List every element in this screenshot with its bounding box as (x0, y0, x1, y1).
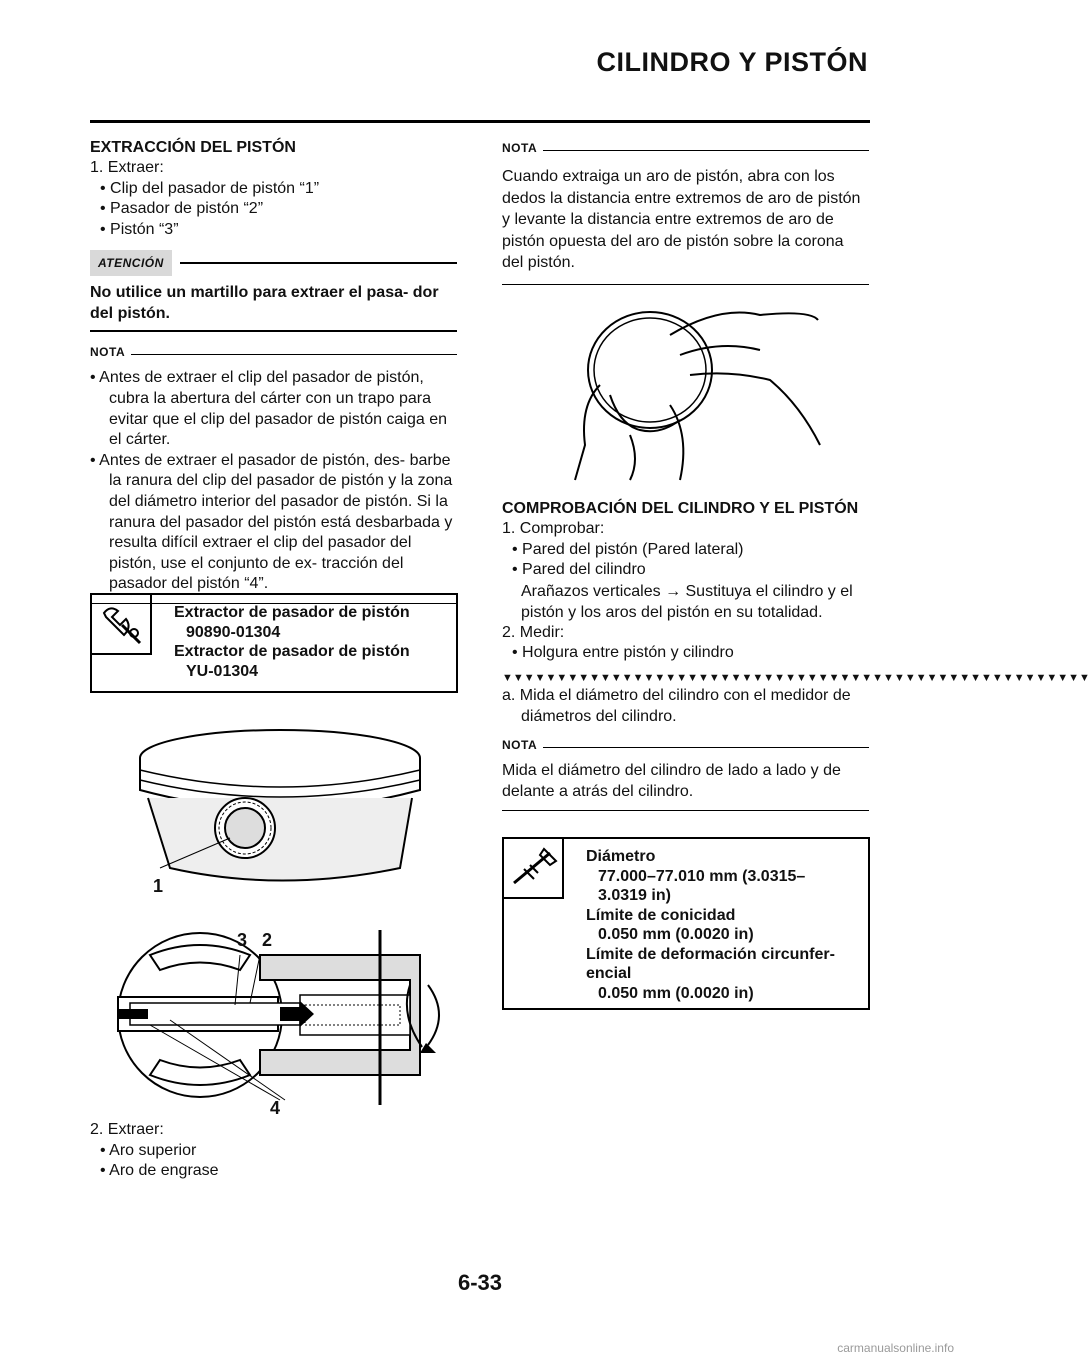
divider (180, 262, 457, 264)
spec-text (174, 603, 410, 681)
list-item: • Pistón “3” (100, 220, 179, 238)
list-item: • Aro de engrase (100, 1162, 219, 1180)
list-item: • Holgura entre pistón y cilindro (512, 644, 734, 662)
spec-box-tool (90, 593, 458, 693)
sub-step-a: a. Mida el diámetro del cilindro con el medidor de diámetros del cilindro. (502, 686, 851, 725)
spec-line: Diámetro (586, 848, 656, 865)
spec-line: Límite de deformación circunfer- (586, 945, 835, 963)
note-header (90, 342, 457, 362)
list-item: • Pared del cilindro (512, 561, 646, 579)
attention-header (90, 250, 457, 276)
page-number: 6-33 (457, 1270, 503, 1295)
list-item: • Clip del pasador de pistón “1” (100, 179, 320, 197)
note-label: NOTA (502, 141, 538, 155)
arrow-row: ▼▼▼▼▼▼▼▼▼▼▼▼▼▼▼▼▼▼▼▼▼▼▼▼▼▼▼▼▼▼▼▼▼▼▼▼▼▼▼▼▼▼▼▼▼▼▼▼▼▼▼▼▼▼ (502, 671, 1090, 684)
divider (502, 810, 869, 811)
list-detail: Arañazos verticales → Sustituya el cilindro y el pistón y los aros del pistón en su totalidad. (521, 582, 853, 621)
spec-line: 0.050 mm (0.0020 in) (598, 984, 754, 1002)
divider (131, 354, 457, 355)
list-item: • Pared del pistón (Pared lateral) (512, 540, 744, 558)
right-check-section (502, 498, 1090, 811)
note-label: NOTA (90, 345, 126, 360)
note-text: Cuando extraiga un aro de pistón, abra con los dedos la distancia entre extremos de aro de pistón y levante la distancia entre extremos de aro de pistón opuesta del aro de pistón sobre la corona del pistón. (502, 168, 861, 271)
note-text: Mida el diámetro del cilindro de lado a lado y de delante a atrás del cilindro. (502, 762, 841, 800)
section-heading-removal: EXTRACCIÓN DEL PISTÓN (90, 139, 296, 156)
list-item: • Pasador de pistón “2” (100, 200, 264, 218)
list-item: • Aro superior (100, 1141, 197, 1159)
caliper-icon (504, 839, 564, 899)
note-bullet: • Antes de extraer el clip del pasador de pistón, cubra la abertura del cárter con un trapo para evitar que el clip del pasador de pistón caiga en el cárter. (90, 369, 447, 449)
divider (543, 150, 869, 151)
watermark: carmanualsonline.info (837, 1341, 954, 1355)
pin-puller-illustration (110, 925, 450, 1110)
divider (502, 284, 869, 285)
section-heading-check: COMPROBACIÓN DEL CILINDRO Y EL PISTÓN (502, 500, 859, 517)
spec-line: Límite de conicidad (586, 906, 736, 924)
spec-text (586, 847, 835, 1003)
step-2: 2. Extraer: (90, 1121, 164, 1138)
note-label: NOTA (502, 738, 538, 753)
spec-line: encial (586, 965, 632, 982)
puller-tool-icon (92, 595, 152, 655)
figure-label-2: 2 (262, 930, 273, 950)
spec-line: 3.0319 in) (598, 887, 671, 904)
right-column (502, 138, 869, 285)
note-header (502, 138, 869, 158)
step-1: 1. Extraer: (90, 159, 164, 176)
divider (543, 747, 869, 748)
attention-text: No utilice un martillo para extraer el pasa- dor del pistón. (90, 284, 439, 323)
spec-line: YU-01304 (186, 662, 259, 680)
note-bullet: • Antes de extraer el pasador de pistón, des- barbe la ranura del clip del pasador de pistón y la zona del diámetro interior del pasador de pistón. Si la ranura del pasador del pistón está desbarbada y resulta difícil extraer el clip del pasador del pistón, use el conjunto de ex- tracción del pasador del pistón “4”. (90, 451, 453, 593)
figure-label-1: 1 (153, 876, 164, 896)
note-header (502, 735, 869, 755)
spec-line: Extractor de pasador de pistón (174, 604, 410, 621)
page-title: CILINDRO Y PISTÓN (596, 47, 868, 77)
attention-label: ATENCIÓN (90, 250, 172, 276)
divider (90, 330, 457, 332)
spec-line: 0.050 mm (0.0020 in) (598, 926, 754, 943)
spec-box-diameter (502, 837, 870, 1010)
spec-line: Extractor de pasador de pistón (174, 643, 410, 660)
ring-removal-illustration (570, 295, 825, 485)
piston-illustration (130, 718, 430, 898)
left-step-2 (90, 1120, 457, 1182)
spec-line: 77.000–77.010 mm (3.0315– (598, 867, 806, 885)
figure-label-3: 3 (237, 930, 248, 950)
spec-line: 90890-01304 (186, 623, 281, 641)
left-column (90, 138, 457, 604)
figure-label-4: 4 (270, 1098, 281, 1118)
step-2: 2. Medir: (502, 623, 565, 641)
header-rule (90, 120, 870, 123)
step-1: 1. Comprobar: (502, 520, 605, 537)
